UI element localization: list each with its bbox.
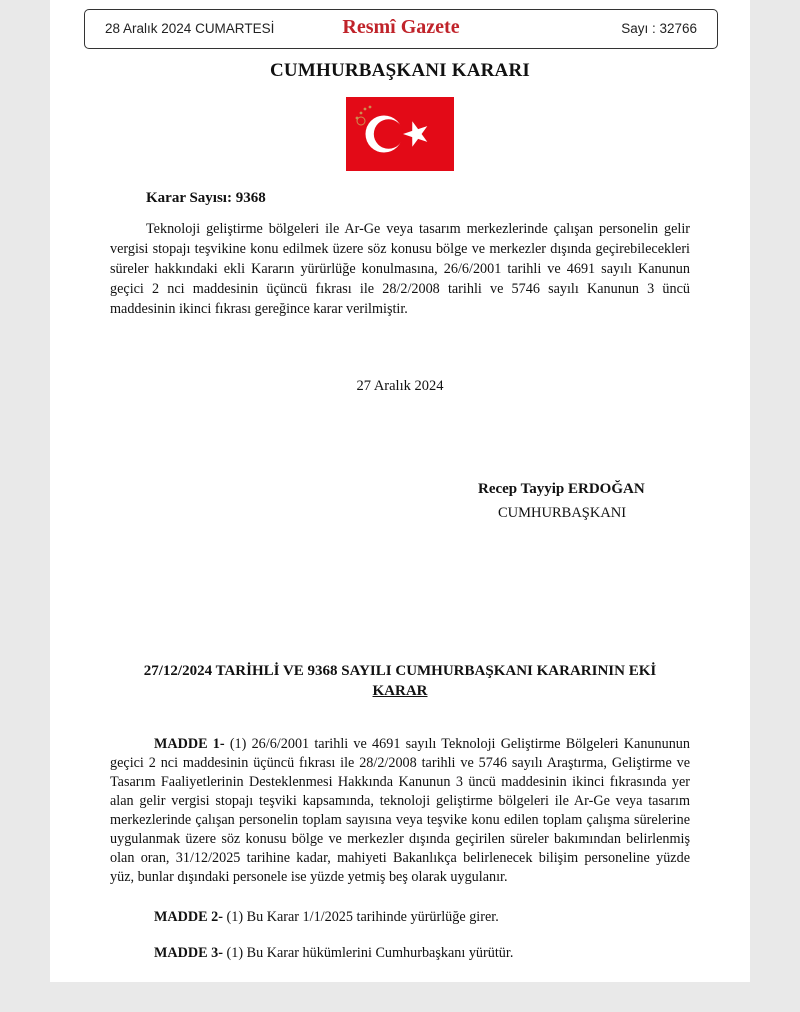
issue-number: Sayı : 32766 [621,21,697,36]
header-date: 28 Aralık 2024 CUMARTESİ [105,21,275,36]
article-2 [110,908,690,927]
gazette-header [84,9,718,49]
article-3-label: MADDE 3- [154,945,223,961]
article-3 [110,944,690,963]
article-1 [110,735,690,887]
signatory-title: CUMHURBAŞKANI [498,505,627,521]
document-title: CUMHURBAŞKANI KARARI [270,60,530,81]
article-3-text: (1) Bu Karar hükümlerini Cumhurbaşkanı yürütür. [222,945,514,961]
article-1-text: (1) 26/6/2001 tarihli ve 4691 sayılı Teknoloji Geliştirme Bölgeleri Kanununun geçici 2 nci maddesinin üçüncü fıkrası ile 28/2/2008 tarihli ve 5746 sayılı Araştırma, Geliştirme ve Tasarım Faaliyetlerinin Desteklenmesi Hakkında Kanunun 3 üncü maddesinin ikinci fıkrasında yer alan gelir vergisi stopajı teşviki kapsamında, teknoloji geliştirme bölgeleri ile Ar-Ge veya tasarım merkezlerinde çalışan personelin toplam sayısına veya teşvike konu edilen toplam çalışma sürelerine uygulanmak üzere söz konusu bölge ve merkezler dışında geçirilen süreler bakımından belirlenmiş olan oran, 31/12/2025 tarihine kadar, mahiyeti Bakanlıkça belirlenecek bilişim personeline yüzde yüz, bunlar dışındaki personele ise yüzde yetmiş beş olarak uygulanır. [110,736,690,885]
decree-number: Karar Sayısı: 9368 [146,190,266,206]
gazette-page [50,0,750,982]
decree-date: 27 Aralık 2024 [356,378,444,394]
signatory-name: Recep Tayyip ERDOĞAN [478,481,645,497]
article-1-label: MADDE 1- [154,736,225,752]
gazette-name: Resmî Gazete [342,16,460,38]
decree-body: Teknoloji geliştirme bölgeleri ile Ar-Ge veya tasarım merkezlerinde çalışan personelin gelir vergisi stopajı teşvikine konu edilmek üzere söz konusu bölge ve merkezler dışında geçirebilecekleri süreler hakkındaki ekli Kararın yürürlüğe konulmasına, 26/6/2001 tarihli ve 4691 sayılı Kanunun geçici 2 nci maddesinin üçüncü fıkrası ile 28/2/2008 tarihli ve 5746 sayılı Kanunun 3 üncü maddesinin ikinci fıkrası gereğince karar verilmiştir. [110,221,690,317]
annex-title-line2: KARAR [372,683,428,699]
turkish-flag-icon [346,97,454,171]
annex-title-line1: 27/12/2024 TARİHLİ VE 9368 SAYILI CUMHURBAŞKANI KARARININ EKİ [143,663,657,679]
annex-title [130,661,670,701]
article-2-text: (1) Bu Karar 1/1/2025 tarihinde yürürlüğe girer. [222,909,499,925]
article-2-label: MADDE 2- [154,909,223,925]
